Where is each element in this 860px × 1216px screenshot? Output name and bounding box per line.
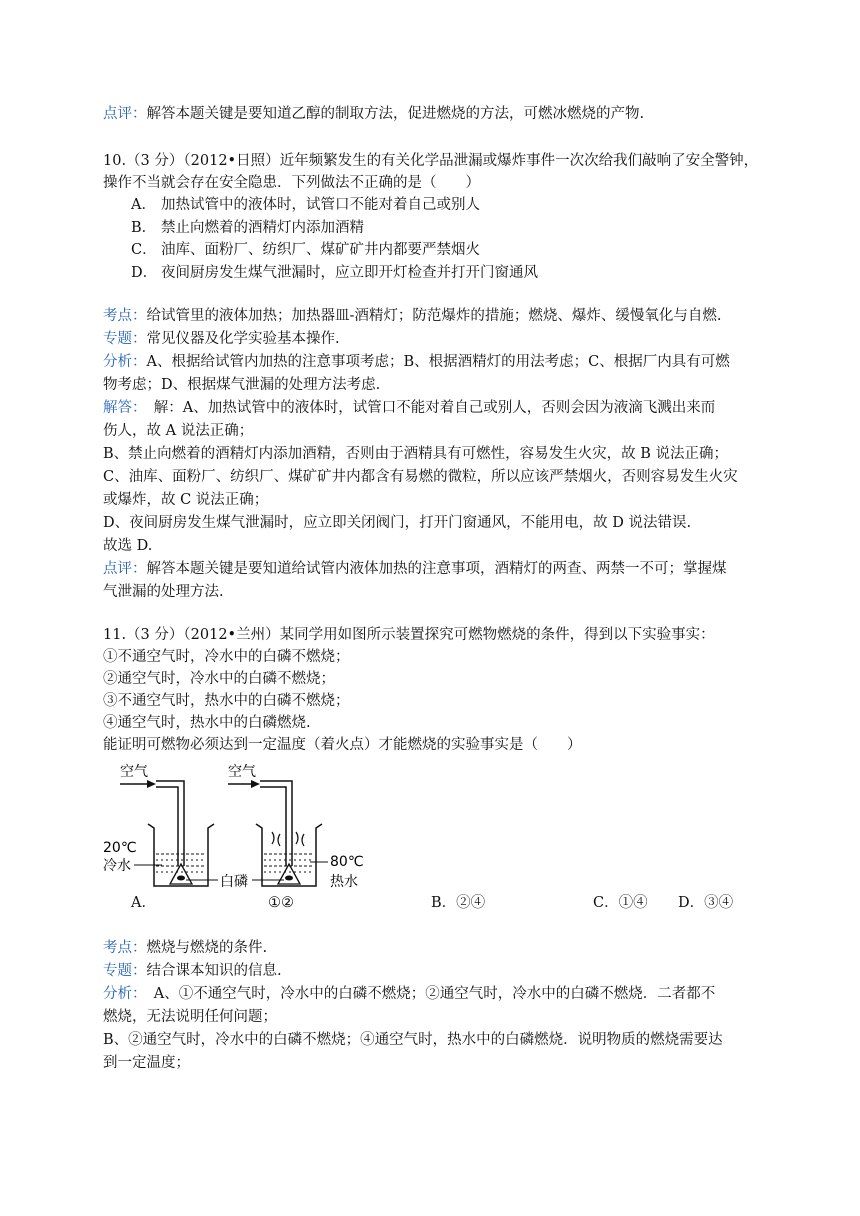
option-text: 加热试管中的液体时，试管口不能对着自己或别人 bbox=[161, 197, 480, 213]
kaodian-text: 给试管里的液体加热；加热器皿-酒精灯；防范爆炸的措施；燃烧、爆炸、缓慢氧化与自燃. bbox=[146, 308, 722, 324]
option-text: ②④ bbox=[456, 895, 486, 911]
kaodian-label: 考点： bbox=[103, 940, 147, 956]
q11-kaodian bbox=[103, 938, 267, 958]
air-label-right: 空气 bbox=[228, 764, 256, 780]
option-key: C． bbox=[593, 895, 619, 911]
q11-fact-4: ④通空气时，热水中的白磷燃烧. bbox=[103, 715, 311, 731]
q11-fact-1: ①不通空气时，冷水中的白磷不燃烧； bbox=[103, 649, 350, 665]
option-text: ③④ bbox=[704, 895, 734, 911]
temp-label-right: 80℃ bbox=[330, 854, 364, 870]
q10-zhuanti bbox=[103, 329, 340, 349]
q10-dianping bbox=[103, 559, 727, 579]
kaodian-text: 燃烧与燃烧的条件. bbox=[146, 940, 268, 956]
jieda-label: 解答： bbox=[103, 400, 140, 416]
option-key: A． bbox=[131, 197, 156, 213]
zhuanti-label: 专题： bbox=[103, 963, 147, 979]
review-text: 解答本题关键是要知道乙醇的制取方法，促进燃烧的方法，可燃冰燃烧的产物. bbox=[146, 106, 645, 122]
zhuanti-text: 结合课本知识的信息. bbox=[146, 963, 282, 979]
q10-option-a bbox=[131, 195, 480, 215]
q11-fact-3: ③不通空气时，热水中的白磷不燃烧； bbox=[103, 693, 350, 709]
flame-marks bbox=[272, 832, 304, 846]
option-key: A． bbox=[131, 895, 156, 911]
q11-option-a bbox=[131, 893, 156, 913]
q10-dianping-line2: 气泄漏的处理方法. bbox=[103, 584, 224, 600]
fenxi-text: A、根据给试管内加热的注意事项考虑；B、根据酒精灯的用法考虑；C、根据厂内具有可燃 bbox=[146, 354, 730, 370]
q11-zhuanti bbox=[103, 961, 282, 981]
q11-fact-2: ②通空气时，冷水中的白磷不燃烧； bbox=[103, 671, 335, 687]
temp-label-left: 20℃ bbox=[103, 840, 137, 856]
q11-fenxi-line2: 燃烧，无法说明任何问题； bbox=[103, 1009, 277, 1025]
q10-option-d bbox=[131, 263, 538, 283]
jieda-text: 解：A、加热试管中的液体时，试管口不能对着自己或别人，否则会因为液滴飞溅出来而 bbox=[139, 400, 716, 416]
water-label-right: 热水 bbox=[330, 874, 358, 890]
zhuanti-label: 专题： bbox=[103, 331, 147, 347]
q11-stem: 11.（3 分）（2012•兰州）某同学用如图所示装置探究可燃物燃烧的条件，得到以下实验事实： bbox=[103, 627, 715, 643]
dianping-text: 解答本题关键是要知道给试管内液体加热的注意事项，酒精灯的两查、两禁一不可；掌握煤 bbox=[146, 561, 727, 577]
option-key: C． bbox=[131, 242, 157, 258]
q11-fenxi bbox=[103, 984, 715, 1004]
air-label-left: 空气 bbox=[120, 764, 148, 780]
fenxi-label: 分析： bbox=[103, 986, 140, 1002]
q10-jieda bbox=[103, 398, 715, 418]
option-text: 油库、面粉厂、纺织厂、煤矿矿井内都要严禁烟火 bbox=[161, 242, 480, 258]
q10-fenxi bbox=[103, 352, 730, 372]
q10-fenxi-line2: 物考虑；D、根据煤气泄漏的处理方法考虑. bbox=[103, 377, 381, 393]
q11-fenxi-line3: B、②通空气时，冷水中的白磷不燃烧；④通空气时，热水中的白磷燃烧．说明物质的燃烧需要达 bbox=[103, 1032, 723, 1048]
q10-stem-line2: 操作不当就会存在安全隐患．下列做法不正确的是（ ） bbox=[103, 175, 480, 191]
q11-option-d bbox=[678, 893, 733, 913]
q11-fenxi-line4: 到一定温度； bbox=[103, 1055, 190, 1071]
option-text: ①④ bbox=[618, 895, 648, 911]
zhuanti-text: 常见仪器及化学实验基本操作. bbox=[146, 331, 340, 347]
q11-option-b bbox=[431, 893, 485, 913]
phosphorus-label: 白磷 bbox=[220, 874, 248, 890]
q10-jieda-line6: D、夜间厨房发生煤气泄漏时，应立即关闭阀门，打开门窗通风，不能用电，故 D 说法错误. bbox=[103, 515, 692, 531]
option-text: 禁止向燃着的酒精灯内添加酒精 bbox=[161, 220, 364, 236]
dianping-label: 点评： bbox=[103, 561, 147, 577]
q11-option-a-text: ①② bbox=[268, 895, 294, 911]
q10-jieda-line3: B、禁止向燃着的酒精灯内添加酒精，否则由于酒精具有可燃性，容易发生火灾，故 B 说法正确； bbox=[103, 446, 729, 462]
option-key: B． bbox=[431, 895, 457, 911]
q10-kaodian bbox=[103, 306, 722, 326]
top-review bbox=[103, 104, 644, 124]
water-label-left: 冷水 bbox=[103, 858, 131, 874]
option-key: B． bbox=[131, 220, 157, 236]
fenxi-label: 分析： bbox=[103, 354, 147, 370]
experiment-figure bbox=[100, 758, 380, 894]
option-key: D． bbox=[131, 265, 158, 281]
option-text: 夜间厨房发生煤气泄漏时，应立即开灯检查并打开门窗通风 bbox=[161, 265, 538, 281]
q11-question: 能证明可燃物必须达到一定温度（着火点）才能燃烧的实验事实是（ ） bbox=[103, 737, 582, 753]
q10-stem-line1: 10.（3 分）（2012•日照）近年频繁发生的有关化学品泄漏或爆炸事件一次次给我们敲响了安全警钟， bbox=[103, 153, 759, 169]
kaodian-label: 考点： bbox=[103, 308, 147, 324]
review-label: 点评： bbox=[103, 106, 147, 122]
q11-option-c bbox=[593, 893, 648, 913]
q10-jieda-line2: 伤人，故 A 说法正确； bbox=[103, 423, 254, 439]
q10-option-c bbox=[131, 240, 480, 260]
q10-jieda-line5: 或爆炸，故 C 说法正确； bbox=[103, 492, 269, 508]
q10-option-b bbox=[131, 218, 364, 238]
option-key: D． bbox=[678, 895, 705, 911]
fenxi-text: A、①不通空气时，冷水中的白磷不燃烧；②通空气时，冷水中的白磷不燃烧．二者都不 bbox=[139, 986, 716, 1002]
q10-jieda-line4: C、油库、面粉厂、纺织厂、煤矿矿井内都含有易燃的微粒，所以应该严禁烟火，否则容易发生火灾 bbox=[103, 469, 738, 485]
q10-jieda-line7: 故选 D. bbox=[103, 538, 153, 554]
